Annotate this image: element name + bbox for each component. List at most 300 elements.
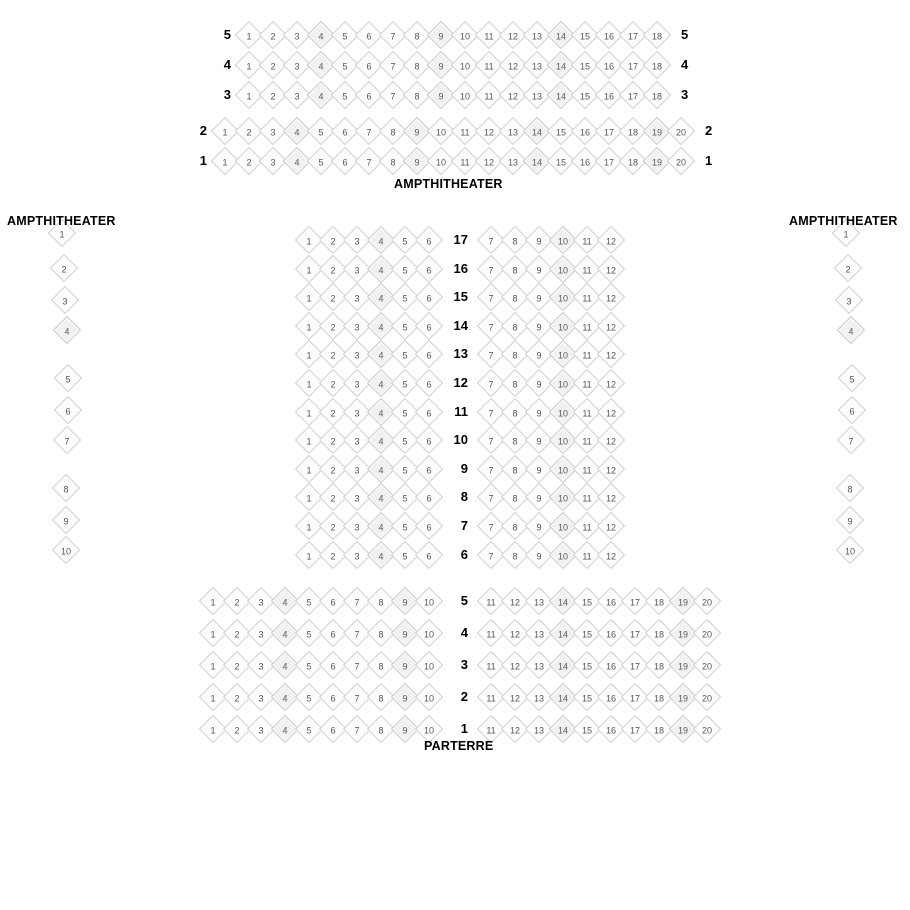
seat-row <box>481 620 721 646</box>
seat-number: 2 <box>330 493 336 504</box>
seat[interactable] <box>693 587 721 615</box>
seat-number: 2 <box>330 265 336 276</box>
seat-number: 6 <box>426 551 432 562</box>
seat-number: 9 <box>847 516 853 527</box>
seat-number: 11 <box>582 493 592 504</box>
seat-number: 1 <box>246 61 252 72</box>
seat[interactable] <box>415 255 443 283</box>
seat-number: 12 <box>605 350 616 361</box>
seat-number: 12 <box>483 127 494 138</box>
seat-number: 3 <box>354 493 360 504</box>
seat-number: 14 <box>555 61 566 72</box>
seat[interactable] <box>597 226 625 254</box>
seat-number: 14 <box>557 597 568 608</box>
caption-parterre: PARTERRE <box>424 739 494 753</box>
seat-number: 17 <box>627 91 638 102</box>
seat-row <box>481 456 625 482</box>
seat-number: 6 <box>330 725 336 736</box>
seat-number: 19 <box>677 661 688 672</box>
seat-number: 16 <box>579 127 590 138</box>
seat-number: 8 <box>378 725 384 736</box>
seat-number: 6 <box>64 406 70 417</box>
row-label-center: 17 <box>453 232 468 247</box>
seat-number: 8 <box>414 61 420 72</box>
seat-number: 12 <box>605 465 616 476</box>
row-label-center: 8 <box>460 489 468 504</box>
seat-number: 5 <box>402 379 408 390</box>
seat-number: 3 <box>846 296 852 307</box>
seat-number: 13 <box>531 31 542 42</box>
seat-number: 11 <box>484 31 494 42</box>
seat-number: 1 <box>306 408 312 419</box>
seat-number: 7 <box>390 31 396 42</box>
seat-number: 12 <box>507 91 518 102</box>
seat-number: 9 <box>402 597 408 608</box>
seat-number: 17 <box>627 31 638 42</box>
seat-number: 7 <box>488 465 494 476</box>
seat-number: 10 <box>459 61 470 72</box>
seat-number: 4 <box>847 326 853 337</box>
seat-number: 7 <box>488 551 494 562</box>
seat-number: 10 <box>557 551 568 562</box>
row-label-center: 2 <box>460 689 468 704</box>
seat[interactable] <box>415 587 443 615</box>
seat[interactable] <box>415 541 443 569</box>
seat-number: 1 <box>246 31 252 42</box>
seat-number: 5 <box>65 374 71 385</box>
seat-row <box>481 313 625 339</box>
seat-number: 11 <box>460 157 470 168</box>
seat[interactable] <box>415 683 443 711</box>
seat-number: 6 <box>426 465 432 476</box>
seat-number: 7 <box>354 693 360 704</box>
seat-number: 2 <box>330 322 336 333</box>
seat-number: 18 <box>651 31 662 42</box>
row-label-center: 10 <box>453 432 468 447</box>
seat-number: 15 <box>579 31 590 42</box>
seat-row <box>481 542 625 568</box>
row-label-center: 13 <box>453 346 468 361</box>
seat-number: 18 <box>653 597 664 608</box>
seat-number: 3 <box>354 465 360 476</box>
seat-number: 12 <box>509 725 520 736</box>
seat-number: 13 <box>507 157 518 168</box>
seat[interactable] <box>415 455 443 483</box>
seat-number: 10 <box>557 522 568 533</box>
seat[interactable] <box>693 715 721 743</box>
seat-number: 5 <box>402 236 408 247</box>
seat-number: 7 <box>354 597 360 608</box>
seat-number: 3 <box>270 127 276 138</box>
seat-number: 4 <box>378 522 384 533</box>
seat-number: 9 <box>536 322 542 333</box>
seat-row <box>299 484 443 510</box>
seat[interactable] <box>693 683 721 711</box>
seat-row <box>481 370 625 396</box>
seat-number: 5 <box>402 551 408 562</box>
seat-number: 6 <box>426 408 432 419</box>
seat-number: 18 <box>627 157 638 168</box>
seat-number: 5 <box>849 374 855 385</box>
seat-number: 3 <box>354 350 360 361</box>
seat-number: 5 <box>402 465 408 476</box>
seat-number: 3 <box>354 408 360 419</box>
seat-number: 2 <box>270 61 276 72</box>
seat-number: 19 <box>651 127 662 138</box>
seat-number: 11 <box>582 379 592 390</box>
seat-number: 18 <box>653 629 664 640</box>
seat-number: 5 <box>306 629 312 640</box>
seat-number: 2 <box>330 551 336 562</box>
seat-number: 7 <box>488 408 494 419</box>
seat-number: 8 <box>512 265 518 276</box>
row-label-left: 5 <box>223 27 231 42</box>
seat-number: 17 <box>629 725 640 736</box>
row-label-right: 4 <box>681 57 689 72</box>
seat-number: 8 <box>512 350 518 361</box>
seat-number: 16 <box>603 31 614 42</box>
seat[interactable] <box>597 512 625 540</box>
seat-number: 3 <box>354 436 360 447</box>
seat-number: 6 <box>848 406 854 417</box>
row-label-center: 7 <box>460 518 468 533</box>
seat[interactable] <box>415 619 443 647</box>
seat-number: 10 <box>557 350 568 361</box>
seat-number: 4 <box>378 236 384 247</box>
seat[interactable] <box>597 369 625 397</box>
seat-number: 9 <box>402 629 408 640</box>
seat-number: 6 <box>366 61 372 72</box>
seat-number: 13 <box>533 597 544 608</box>
seat-number: 4 <box>282 661 288 672</box>
seat-number: 5 <box>402 293 408 304</box>
seat-number: 12 <box>605 322 616 333</box>
seat-number: 11 <box>486 661 496 672</box>
seat-number: 5 <box>306 725 312 736</box>
seat-row <box>299 227 443 253</box>
seat-number: 2 <box>234 597 240 608</box>
seat-number: 7 <box>488 350 494 361</box>
seat-number: 3 <box>354 322 360 333</box>
seat-number: 1 <box>246 91 252 102</box>
seat-number: 3 <box>354 379 360 390</box>
seat-number: 7 <box>488 493 494 504</box>
seat-number: 4 <box>378 293 384 304</box>
seat-number: 16 <box>603 91 614 102</box>
seat-number: 7 <box>488 322 494 333</box>
seat-number: 10 <box>844 546 855 557</box>
seat-number: 3 <box>294 61 300 72</box>
seat-number: 14 <box>557 661 568 672</box>
seat-number: 11 <box>582 465 592 476</box>
seat-number: 9 <box>536 551 542 562</box>
seat-number: 9 <box>402 693 408 704</box>
seat-number: 17 <box>629 693 640 704</box>
seat-number: 1 <box>222 157 228 168</box>
seat-number: 11 <box>460 127 470 138</box>
seat-row <box>299 284 443 310</box>
seat-number: 8 <box>512 551 518 562</box>
seat-number: 18 <box>627 127 638 138</box>
seat[interactable] <box>693 651 721 679</box>
seat-number: 13 <box>507 127 518 138</box>
seat-number: 2 <box>330 293 336 304</box>
seat-number: 5 <box>318 127 324 138</box>
row-label-left: 1 <box>199 153 207 168</box>
seat-number: 5 <box>402 322 408 333</box>
seat-number: 6 <box>426 350 432 361</box>
seat[interactable] <box>597 398 625 426</box>
seat-number: 14 <box>557 693 568 704</box>
seat-number: 11 <box>486 629 496 640</box>
seat-number: 4 <box>63 326 69 337</box>
seat-number: 11 <box>582 551 592 562</box>
seat[interactable] <box>415 398 443 426</box>
seat-number: 14 <box>555 91 566 102</box>
seat-number: 8 <box>63 484 69 495</box>
seat-number: 13 <box>531 91 542 102</box>
seat-number: 1 <box>59 229 65 240</box>
seat-number: 4 <box>294 157 300 168</box>
seat-number: 6 <box>426 493 432 504</box>
seat-number: 4 <box>282 597 288 608</box>
seat-number: 3 <box>258 661 264 672</box>
seat-number: 2 <box>234 661 240 672</box>
seat-number: 12 <box>507 61 518 72</box>
seat[interactable] <box>415 312 443 340</box>
seat-number: 12 <box>605 522 616 533</box>
row-label-left: 2 <box>199 123 207 138</box>
seat-row <box>481 513 625 539</box>
seat-number: 17 <box>603 157 614 168</box>
seat-number: 3 <box>258 725 264 736</box>
seat-number: 2 <box>330 465 336 476</box>
seat-number: 4 <box>318 91 324 102</box>
seat-number: 2 <box>330 236 336 247</box>
seat-number: 6 <box>426 293 432 304</box>
seat-number: 5 <box>318 157 324 168</box>
seat[interactable] <box>597 455 625 483</box>
seat-number: 17 <box>603 127 614 138</box>
seat-number: 7 <box>390 61 396 72</box>
seat-number: 12 <box>507 31 518 42</box>
seat-number: 8 <box>512 293 518 304</box>
seat-number: 4 <box>378 493 384 504</box>
seat-number: 10 <box>423 661 434 672</box>
seat-number: 3 <box>354 522 360 533</box>
seat[interactable] <box>597 426 625 454</box>
seat-number: 15 <box>579 61 590 72</box>
seat-number: 18 <box>653 725 664 736</box>
seat-number: 9 <box>536 350 542 361</box>
seat-number: 9 <box>536 522 542 533</box>
seat-number: 11 <box>582 322 592 333</box>
row-label-center: 14 <box>453 318 468 333</box>
seat-number: 1 <box>306 522 312 533</box>
seat-number: 16 <box>603 61 614 72</box>
row-label-left: 4 <box>223 57 231 72</box>
seat-number: 20 <box>701 725 712 736</box>
row-label-center: 1 <box>460 721 468 736</box>
seat-number: 8 <box>414 91 420 102</box>
seat-row <box>299 370 443 396</box>
seat-number: 2 <box>246 127 252 138</box>
seat-number: 6 <box>366 31 372 42</box>
seat[interactable] <box>415 283 443 311</box>
seat-number: 1 <box>222 127 228 138</box>
seat-number: 7 <box>354 725 360 736</box>
seat-number: 4 <box>378 350 384 361</box>
seat-number: 6 <box>330 693 336 704</box>
seat-number: 4 <box>318 31 324 42</box>
seat-number: 1 <box>306 293 312 304</box>
seat-number: 10 <box>557 236 568 247</box>
seat[interactable] <box>597 340 625 368</box>
seat-number: 8 <box>512 322 518 333</box>
seat-number: 5 <box>342 91 348 102</box>
seat-number: 12 <box>605 265 616 276</box>
seat-number: 1 <box>210 597 216 608</box>
row-label-center: 4 <box>460 625 468 640</box>
seat-number: 1 <box>210 693 216 704</box>
seat-number: 10 <box>423 629 434 640</box>
seat-number: 3 <box>258 597 264 608</box>
seat-number: 7 <box>488 379 494 390</box>
seat-number: 12 <box>509 661 520 672</box>
seat-number: 9 <box>438 61 444 72</box>
seat[interactable] <box>693 619 721 647</box>
seat-number: 6 <box>426 322 432 333</box>
seat-number: 16 <box>605 629 616 640</box>
seat-number: 9 <box>438 91 444 102</box>
seat-number: 16 <box>605 661 616 672</box>
seat-number: 8 <box>390 127 396 138</box>
seat-number: 10 <box>435 127 446 138</box>
seat-number: 11 <box>486 597 496 608</box>
seat-number: 11 <box>582 293 592 304</box>
seat-number: 7 <box>488 265 494 276</box>
seat[interactable] <box>597 283 625 311</box>
seat-number: 15 <box>581 597 592 608</box>
seat-number: 9 <box>402 661 408 672</box>
seat-number: 9 <box>536 293 542 304</box>
seat[interactable] <box>415 426 443 454</box>
seat[interactable] <box>597 541 625 569</box>
seat-number: 9 <box>536 236 542 247</box>
row-label-center: 16 <box>453 261 468 276</box>
seat-number: 1 <box>843 229 849 240</box>
seat[interactable] <box>597 255 625 283</box>
seat-row <box>481 341 625 367</box>
seat-number: 8 <box>378 629 384 640</box>
seat-number: 13 <box>533 725 544 736</box>
seat-number: 3 <box>354 265 360 276</box>
row-label-center: 15 <box>453 289 468 304</box>
seat[interactable] <box>597 312 625 340</box>
seat[interactable] <box>415 226 443 254</box>
seat-number: 15 <box>581 725 592 736</box>
seat-number: 20 <box>701 661 712 672</box>
seat-number: 8 <box>390 157 396 168</box>
seat-number: 8 <box>378 597 384 608</box>
seat-number: 2 <box>330 408 336 419</box>
seat-number: 15 <box>555 157 566 168</box>
seat-number: 3 <box>354 293 360 304</box>
seat[interactable] <box>597 483 625 511</box>
seat-number: 5 <box>306 597 312 608</box>
seat-row <box>203 716 443 742</box>
seat-number: 4 <box>282 725 288 736</box>
seat-number: 13 <box>533 629 544 640</box>
seat-number: 9 <box>536 265 542 276</box>
seat-number: 4 <box>378 265 384 276</box>
seat-number: 8 <box>378 661 384 672</box>
seat-number: 14 <box>531 157 542 168</box>
seat-number: 11 <box>582 236 592 247</box>
seat-number: 12 <box>605 408 616 419</box>
seat-number: 4 <box>282 693 288 704</box>
seat-number: 5 <box>306 693 312 704</box>
seat-number: 10 <box>557 265 568 276</box>
seat-number: 15 <box>579 91 590 102</box>
seat-number: 10 <box>557 436 568 447</box>
seat[interactable] <box>415 340 443 368</box>
seat-number: 11 <box>486 693 496 704</box>
seat-number: 7 <box>390 91 396 102</box>
seat-number: 19 <box>677 725 688 736</box>
seat-number: 5 <box>402 265 408 276</box>
seat-number: 6 <box>426 522 432 533</box>
seat-number: 12 <box>605 379 616 390</box>
row-label-left: 3 <box>223 87 231 102</box>
row-label-center: 11 <box>454 404 468 419</box>
seat[interactable] <box>415 483 443 511</box>
seat-number: 15 <box>581 661 592 672</box>
seat-number: 9 <box>536 465 542 476</box>
seat-number: 6 <box>366 91 372 102</box>
seat-number: 8 <box>512 408 518 419</box>
seat-row <box>203 588 443 614</box>
seat[interactable] <box>415 512 443 540</box>
seat-number: 11 <box>484 91 494 102</box>
seat-number: 12 <box>605 436 616 447</box>
seat-number: 20 <box>675 157 686 168</box>
seat-number: 7 <box>848 436 854 447</box>
seat-number: 5 <box>402 522 408 533</box>
seat-number: 9 <box>536 436 542 447</box>
seat-number: 8 <box>378 693 384 704</box>
seat-number: 2 <box>844 264 850 275</box>
seat-number: 4 <box>378 322 384 333</box>
seat-number: 5 <box>402 350 408 361</box>
seat-number: 3 <box>258 693 264 704</box>
seat-number: 2 <box>270 31 276 42</box>
seat-number: 19 <box>677 693 688 704</box>
seat-row <box>481 716 721 742</box>
seat-number: 8 <box>512 522 518 533</box>
seat-row <box>481 484 625 510</box>
seat[interactable] <box>415 651 443 679</box>
seat-number: 7 <box>366 127 372 138</box>
seat-number: 9 <box>438 31 444 42</box>
seat-row <box>299 427 443 453</box>
seat-row <box>203 684 443 710</box>
seat[interactable] <box>415 369 443 397</box>
row-label-right: 1 <box>705 153 713 168</box>
seat-number: 10 <box>557 293 568 304</box>
seat-number: 10 <box>557 408 568 419</box>
seat-number: 16 <box>605 693 616 704</box>
